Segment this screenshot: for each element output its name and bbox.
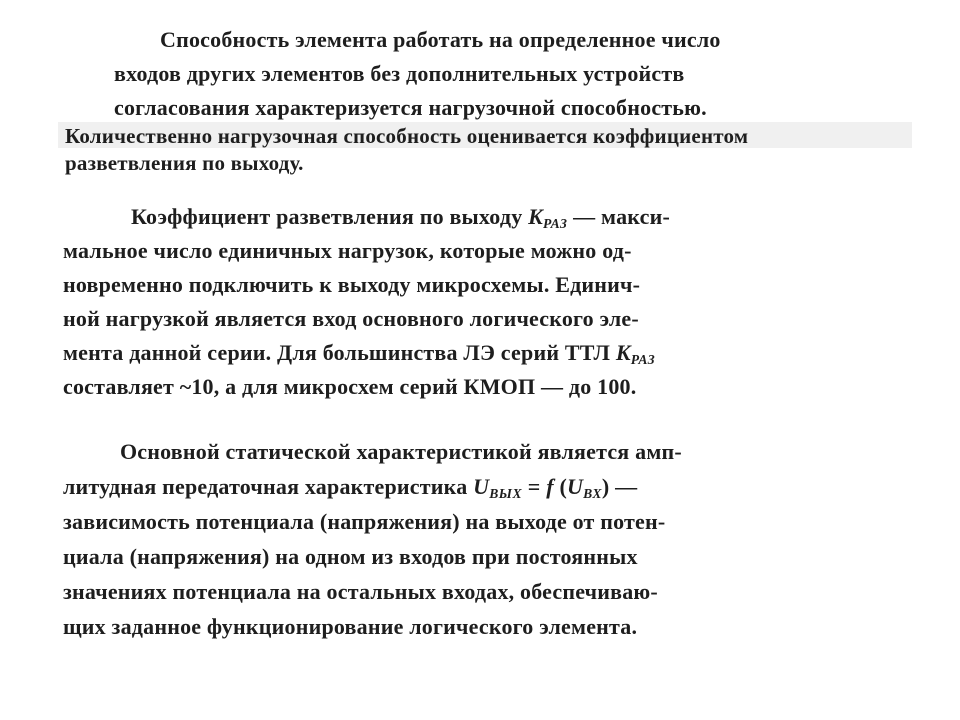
paragraph4-line3: зависимость потенциала (напряжения) на выходе от потен-: [63, 509, 666, 534]
open-paren: (: [553, 474, 567, 499]
paragraph4-line2-end: ) —: [601, 474, 638, 499]
paragraph3-line1: [131, 206, 670, 231]
paragraph4-line2-text: литудная передаточная характеристика: [63, 474, 474, 499]
k-raz-subscript: РАЗ: [542, 216, 568, 231]
paragraph4-line1: Основной статической характеристикой является амп-: [120, 439, 682, 464]
paragraph2-line2: разветвления по выходу.: [65, 151, 304, 175]
paragraph4-line5: значениях потенциала на остальных входах, обеспечиваю-: [63, 579, 658, 604]
paragraph3-line3: новременно подключить к выходу микросхемы. Единич-: [63, 272, 641, 297]
paragraph1-line1: Способность элемента работать на определенное число: [160, 27, 721, 52]
u-out-subscript: ВЫХ: [489, 486, 523, 501]
paragraph4-line2: [63, 476, 637, 501]
paragraph3-line6: составляет ~10, а для микросхем серий КМОП — до 100.: [63, 374, 637, 399]
paragraph3-line1-end: — макси-: [567, 204, 670, 229]
paragraph4-line6: щих заданное функционирование логического элемента.: [63, 614, 638, 639]
paragraph3-line2: мальное число единичных нагрузок, которые можно од-: [63, 238, 632, 263]
u-out-symbol: U: [473, 474, 490, 499]
paragraph1-line2: входов других элементов без дополнительных устройств: [114, 61, 685, 86]
u-in-subscript: ВХ: [583, 486, 602, 501]
function-symbol: f: [546, 474, 554, 499]
paragraph1-line3: согласования характеризуется нагрузочной способностью.: [114, 95, 707, 120]
k-raz-subscript-2: РАЗ: [630, 352, 656, 367]
equals-sign: =: [522, 474, 547, 499]
paragraph3-line5: [63, 342, 655, 367]
paragraph3-line5-text: мента данной серии. Для большинства ЛЭ серий ТТЛ: [63, 340, 616, 365]
k-raz-symbol: K: [528, 204, 543, 229]
paragraph2-line1: Количественно нагрузочная способность оценивается коэффициентом: [65, 124, 749, 148]
paragraph3-line4: ной нагрузкой является вход основного логического эле-: [63, 306, 639, 331]
paragraph3-line1-text: Коэффициент разветвления по выходу: [131, 204, 529, 229]
k-raz-symbol-2: K: [615, 340, 631, 365]
paragraph4-line4: циала (напряжения) на одном из входов при постоянных: [63, 544, 638, 569]
u-in-symbol: U: [566, 474, 584, 499]
